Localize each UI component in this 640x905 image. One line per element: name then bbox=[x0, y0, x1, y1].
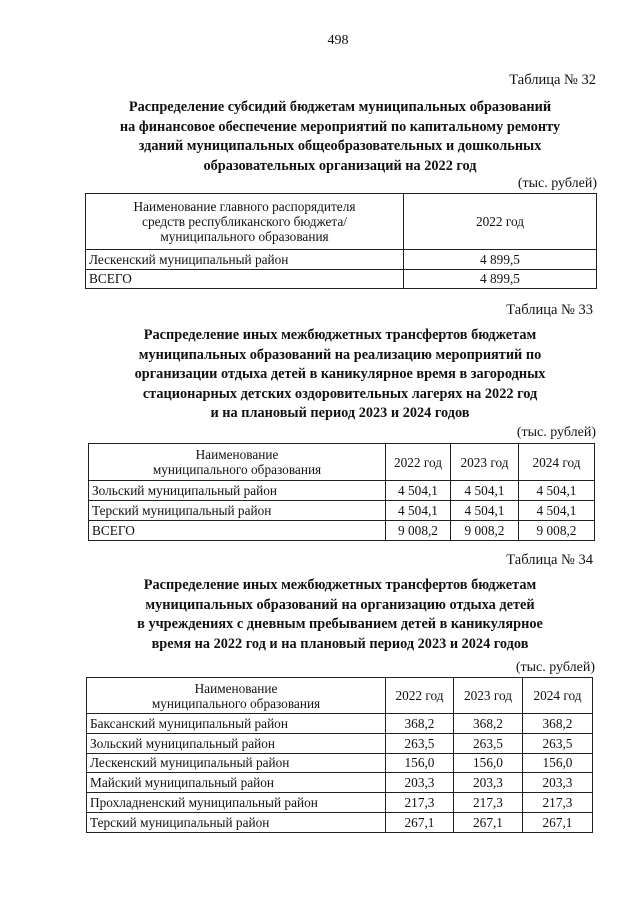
value-cell: 217,3 bbox=[454, 793, 523, 813]
value-cell: 4 504,1 bbox=[519, 501, 595, 521]
value-cell: 156,0 bbox=[523, 753, 593, 773]
row-name-cell: Майский муниципальный район bbox=[87, 773, 386, 793]
column-header-name: Наименование главного распорядителя средств республиканского бюджета/муниципального образования bbox=[86, 194, 404, 250]
value-cell: 156,0 bbox=[386, 753, 454, 773]
value-cell: 368,2 bbox=[386, 714, 454, 734]
table-32-title bbox=[95, 98, 585, 176]
column-header-year: 2024 год bbox=[519, 444, 595, 481]
column-header-year: 2023 год bbox=[451, 444, 519, 481]
title-line: муниципальных образований на реализацию мероприятий по bbox=[138, 346, 542, 363]
table-row bbox=[87, 793, 593, 813]
title-line: образовательных организаций на 2022 год bbox=[203, 157, 477, 174]
column-header-year: 2023 год bbox=[454, 678, 523, 714]
title-line: муниципальных образований на организацию отдыха детей bbox=[145, 596, 535, 613]
value-cell: 4 899,5 bbox=[404, 250, 597, 270]
table-row bbox=[87, 733, 593, 753]
value-cell: 267,1 bbox=[386, 812, 454, 832]
value-cell: 9 008,2 bbox=[519, 521, 595, 541]
value-cell: 4 899,5 bbox=[404, 269, 597, 289]
units-label: (тыс. рублей) bbox=[517, 176, 597, 191]
row-name-cell: Баксанский муниципальный район bbox=[87, 714, 386, 734]
table-header-row bbox=[86, 194, 597, 250]
column-header-name: Наименование муниципального образования bbox=[89, 444, 386, 481]
table-row bbox=[86, 269, 597, 289]
column-header-year: 2024 год bbox=[523, 678, 593, 714]
value-cell: 263,5 bbox=[386, 733, 454, 753]
value-cell: 217,3 bbox=[386, 793, 454, 813]
table-row bbox=[89, 501, 595, 521]
table-row bbox=[89, 481, 595, 501]
value-cell: 9 008,2 bbox=[451, 521, 519, 541]
column-header-year: 2022 год bbox=[404, 194, 597, 250]
title-line: организации отдыха детей в каникулярное время в загородных bbox=[134, 366, 546, 382]
row-name-cell: Терский муниципальный район bbox=[87, 812, 386, 832]
value-cell: 368,2 bbox=[523, 714, 593, 734]
column-header-name: Наименование муниципального образования bbox=[87, 678, 386, 714]
table-row bbox=[86, 250, 597, 270]
table-32 bbox=[85, 193, 597, 289]
table-32-label: Таблица № 32 bbox=[509, 72, 596, 88]
title-line: время на 2022 год и на плановый период 2023 и 2024 годов bbox=[151, 635, 529, 652]
table-33-label: Таблица № 33 bbox=[506, 302, 593, 318]
row-name-cell: Зольский муниципальный район bbox=[89, 481, 386, 501]
column-header-year: 2022 год bbox=[386, 678, 454, 714]
value-cell: 4 504,1 bbox=[451, 501, 519, 521]
table-33-title bbox=[95, 326, 585, 424]
value-cell: 267,1 bbox=[523, 812, 593, 832]
row-name-cell: ВСЕГО bbox=[89, 521, 386, 541]
table-row bbox=[87, 773, 593, 793]
value-cell: 203,3 bbox=[386, 773, 454, 793]
title-line: зданий муниципальных общеобразовательных и дошкольных bbox=[138, 138, 542, 154]
row-name-cell: Терский муниципальный район bbox=[89, 501, 386, 521]
value-cell: 203,3 bbox=[454, 773, 523, 793]
page-number: 498 bbox=[327, 33, 349, 48]
title-line: стационарных детских оздоровительных лагерях на 2022 год bbox=[142, 385, 538, 402]
value-cell: 368,2 bbox=[454, 714, 523, 734]
value-cell: 4 504,1 bbox=[386, 501, 451, 521]
value-cell: 4 504,1 bbox=[386, 481, 451, 501]
column-header-year: 2022 год bbox=[386, 444, 451, 481]
title-line: и на плановый период 2023 и 2024 годов bbox=[210, 405, 470, 421]
value-cell: 263,5 bbox=[454, 733, 523, 753]
value-cell: 267,1 bbox=[454, 812, 523, 832]
table-33 bbox=[88, 443, 595, 541]
value-cell: 4 504,1 bbox=[451, 481, 519, 501]
title-line: на финансовое обеспечение мероприятий по капитальному ремонту bbox=[119, 118, 561, 135]
units-label: (тыс. рублей) bbox=[516, 425, 596, 440]
value-cell: 217,3 bbox=[523, 793, 593, 813]
value-cell: 4 504,1 bbox=[519, 481, 595, 501]
units-label: (тыс. рублей) bbox=[515, 660, 595, 675]
row-name-cell: Прохладненский муниципальный район bbox=[87, 793, 386, 813]
table-34 bbox=[86, 677, 593, 833]
table-34-title bbox=[95, 576, 585, 654]
value-cell: 263,5 bbox=[523, 733, 593, 753]
value-cell: 203,3 bbox=[523, 773, 593, 793]
table-row bbox=[87, 714, 593, 734]
value-cell: 156,0 bbox=[454, 753, 523, 773]
table-row bbox=[87, 753, 593, 773]
title-line: Распределение иных межбюджетных трансфертов бюджетам bbox=[143, 327, 537, 343]
row-name-cell: Лескенский муниципальный район bbox=[86, 250, 404, 270]
row-name-cell: Лескенский муниципальный район bbox=[87, 753, 386, 773]
row-name-cell: ВСЕГО bbox=[86, 269, 404, 289]
value-cell: 9 008,2 bbox=[386, 521, 451, 541]
title-line: Распределение иных межбюджетных трансфертов бюджетам bbox=[143, 577, 537, 593]
table-34-label: Таблица № 34 bbox=[506, 552, 593, 568]
table-row bbox=[87, 812, 593, 832]
title-line: Распределение субсидий бюджетам муниципальных образований bbox=[128, 99, 552, 115]
table-header-row bbox=[87, 678, 593, 714]
table-row bbox=[89, 521, 595, 541]
table-header-row bbox=[89, 444, 595, 481]
title-line: в учреждениях с дневным пребыванием детей в каникулярное bbox=[137, 616, 543, 632]
row-name-cell: Зольский муниципальный район bbox=[87, 733, 386, 753]
